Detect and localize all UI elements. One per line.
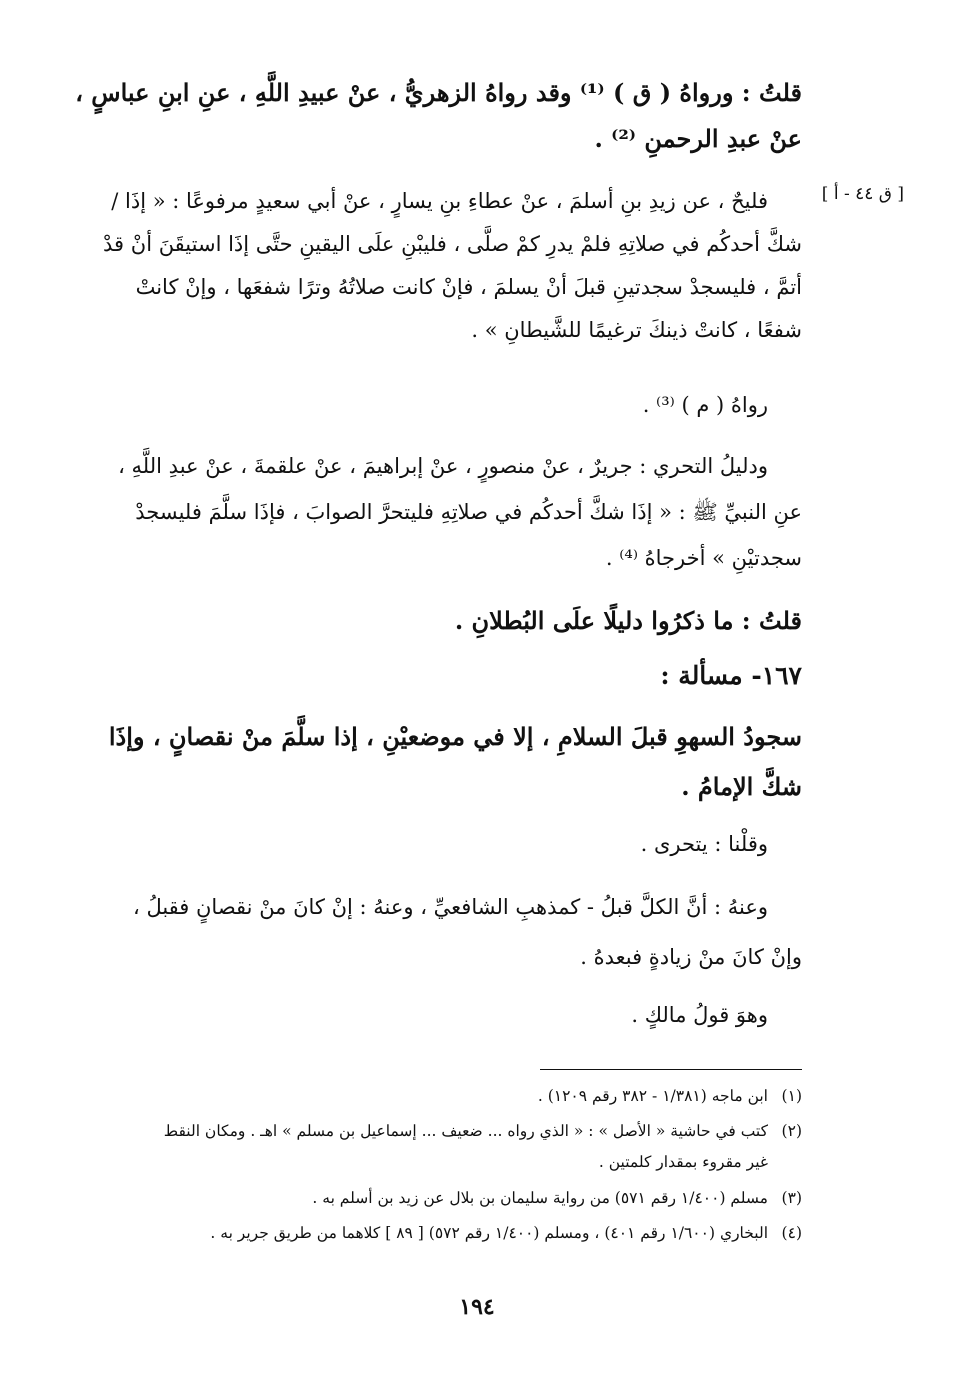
paragraph-dalil-tahari (102, 443, 802, 581)
footnote-text: البخاري (١/٦٠٠ رقم ٤٠١) ، ومسلم (١/٤٠٠ رقم ٥٧٢) [ ٨٩ ] كلاهما من طريق جرير به . (210, 1224, 768, 1242)
paragraph-hadith-fulayh (102, 180, 802, 352)
footnote-number: (١) (781, 1087, 802, 1105)
text-line: فليحٌ ، عن زيدِ بنِ أسلمَ ، عنْ عطاءِ بنِ يسارٍ ، عنْ أبي سعيدٍ مرفوعًا : « إذَا / (111, 189, 768, 213)
paragraph-qultu-1 (75, 70, 802, 162)
text-line: سجودُ السهوِ قبلَ السلامِ ، إلا في موضعيْنِ ، إذا سلَّمَ منْ نقصانٍ ، وإذَا (108, 722, 802, 751)
text-line: وهوَ قولُ مالكٍ . (631, 1003, 768, 1027)
heading-text: ١٦٧- مسألة : (660, 661, 802, 690)
section-heading (102, 653, 802, 699)
margin-manuscript-note: [ ق ٤٤ - أ ] (821, 184, 904, 204)
paragraph-malik (102, 994, 802, 1037)
text-line: ودليلُ التحري : جريرٌ ، عنْ منصورٍ ، عنْ إبراهيمَ ، عنْ علقمةَ ، عنْ عبدِ اللَّهِ ، (118, 454, 768, 478)
paragraph-qultu-2 (102, 598, 802, 644)
text-line: قلتُ : ما ذكرُوا دليلًا علَى البُطلانِ . (454, 606, 802, 635)
footnote-text-continued: غير مقروء بمقدار كلمتين . (598, 1153, 768, 1171)
footnote-number: (٢) (781, 1122, 802, 1140)
footnote-divider (540, 1069, 802, 1070)
paragraph-sujud-sahw (102, 712, 802, 812)
text-line: عنْ عبدِ الرحمنِ ⁽²⁾ . (594, 124, 802, 153)
page-number: ١٩٤ (459, 1294, 495, 1320)
footnote-text: كتب في حاشية « الأصل » : « الذي رواه ... ضعيف ... إسماعيل بن مسلم » اهـ . ومكان النقط (163, 1122, 768, 1140)
paragraph-qulna (102, 823, 802, 866)
footnote-4 (102, 1219, 802, 1247)
text-line: رواهُ ( م ) ⁽³⁾ . (642, 393, 768, 417)
paragraph-wa-anhu (102, 882, 802, 982)
footnote-number: (٤) (781, 1224, 802, 1242)
footnote-number: (٣) (781, 1189, 802, 1207)
text-line: شفعًا ، كانتْ ذينكَ ترغيمًا للشَّيطانِ » . (471, 318, 802, 342)
footnote-text: ابن ماجه (١/٣٨١ - ٣٨٢ رقم ١٢٠٩) . (537, 1087, 768, 1105)
footnote-2 (102, 1116, 802, 1178)
text-line: وإنْ كانَ منْ زيادةٍ فبعدهُ . (580, 945, 802, 969)
footnote-3 (102, 1184, 802, 1212)
text-line: شكَّ أحدكُم في صلاتِهِ فلمْ يدرِ كمْ صلَّى ، فليبْنِ علَى اليقينِ حتَّى إذَا استيقَنَ أنْ قدْ (103, 232, 802, 256)
text-line: أتمَّ ، فليسجدْ سجدتينِ قبلَ أنْ يسلمَ ، فإنْ كانت صلاتُهُ وترًا شفعَها ، وإنْ كانتْ (135, 275, 802, 299)
text-line: قلتُ : ورواهُ ( ق ) ⁽¹⁾ وقد رواهُ الزهريُّ ، عنْ عبيدِ اللَّهِ ، عنِ ابنِ عباسٍ ، (75, 78, 802, 107)
footnote-1 (102, 1082, 802, 1110)
text-line: عنِ النبيِّ ﷺ : « إذَا شكَّ أحدكُم في صلاتِهِ فليتحرَّ الصوابَ ، فإذَا سلَّمَ فليسجدْ (135, 500, 802, 524)
text-line: وقلْنا : يتحرى . (640, 832, 768, 856)
text-line: شكَّ الإمامُ . (681, 772, 802, 801)
paragraph-riwayah-muslim (102, 384, 802, 427)
text-line: سجدتيْنِ » أخرجاهُ ⁽⁴⁾ . (605, 546, 802, 570)
footnote-text: مسلم (١/٤٠٠ رقم ٥٧١) من رواية سليمان بن بلال عن زيد بن أسلم به . (312, 1189, 768, 1207)
text-line: وعنهُ : أنَّ الكلَّ قبلُ - كمذهبِ الشافعيِّ ، وعنهُ : إنْ كانَ منْ نقصانٍ فقبلُ ، (132, 895, 768, 919)
